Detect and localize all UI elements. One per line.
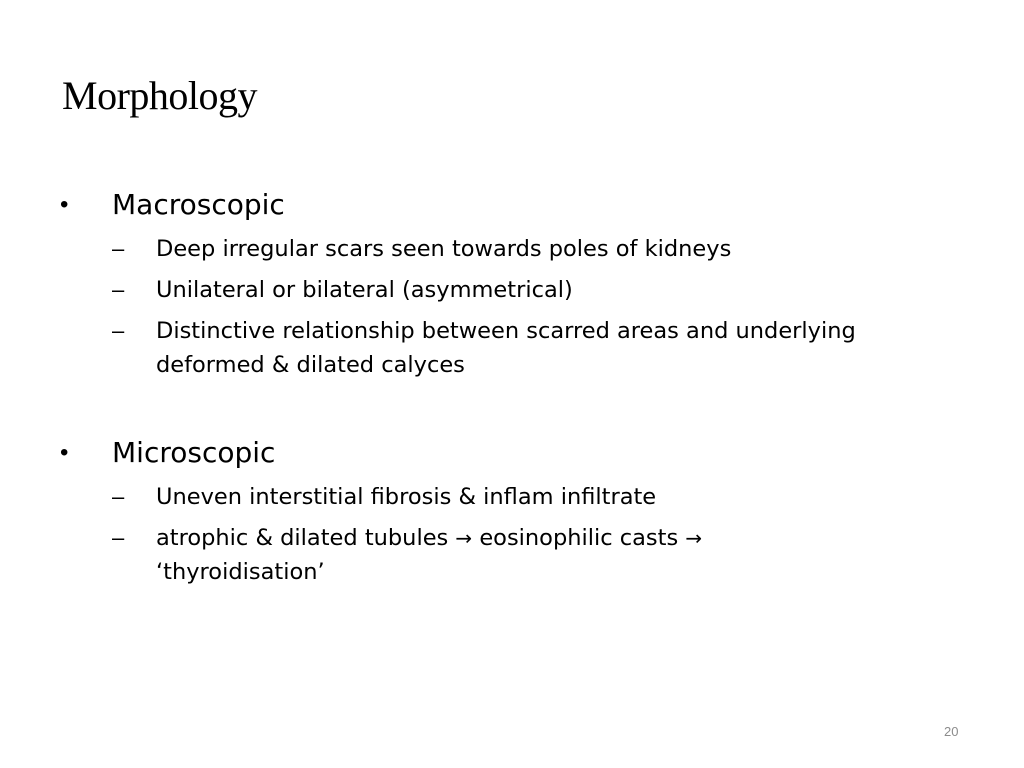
slide-number: 20 — [944, 724, 959, 739]
text-fragment: atrophic & dilated tubules — [156, 525, 456, 551]
sub-bullet-text: Deep irregular scars seen towards poles of kidneys — [156, 236, 732, 262]
text-fragment: ‘thyroidisation’ — [156, 559, 325, 585]
dash-icon: – — [112, 525, 125, 550]
bullet-item-microscopic — [60, 432, 960, 474]
sub-bullet-text: Uneven interstitial fibrosis & inflam infiltrate — [156, 484, 657, 510]
dash-icon: – — [112, 484, 125, 509]
bullet-heading: Macroscopic — [112, 188, 285, 221]
sub-bullet-text: Distinctive relationship between scarred areas and underlying deformed & dilated calyces — [156, 318, 856, 378]
dash-icon: – — [112, 277, 125, 302]
section-microscopic — [60, 432, 960, 596]
slide-title: Morphology — [62, 73, 257, 118]
bullet-item-macroscopic — [60, 184, 960, 226]
bullet-dot-icon: • — [60, 439, 69, 466]
text-fragment: eosinophilic casts — [472, 525, 686, 551]
sub-bullet-item — [60, 232, 856, 266]
section-macroscopic — [60, 184, 960, 389]
sub-bullet-list — [60, 480, 960, 589]
sub-bullet-item — [60, 273, 856, 307]
sub-bullet-item — [60, 480, 856, 514]
dash-icon: – — [112, 318, 125, 343]
bullet-dot-icon: • — [60, 191, 69, 218]
sub-bullet-item — [60, 314, 856, 382]
dash-icon: – — [112, 236, 125, 261]
right-arrow-icon: → — [455, 526, 473, 550]
bullet-heading: Microscopic — [112, 436, 276, 469]
sub-bullet-list — [60, 232, 960, 382]
sub-bullet-text: Unilateral or bilateral (asymmetrical) — [156, 277, 573, 303]
sub-bullet-item — [60, 521, 856, 589]
sub-bullet-text — [156, 521, 856, 589]
right-arrow-icon: → — [685, 526, 703, 550]
